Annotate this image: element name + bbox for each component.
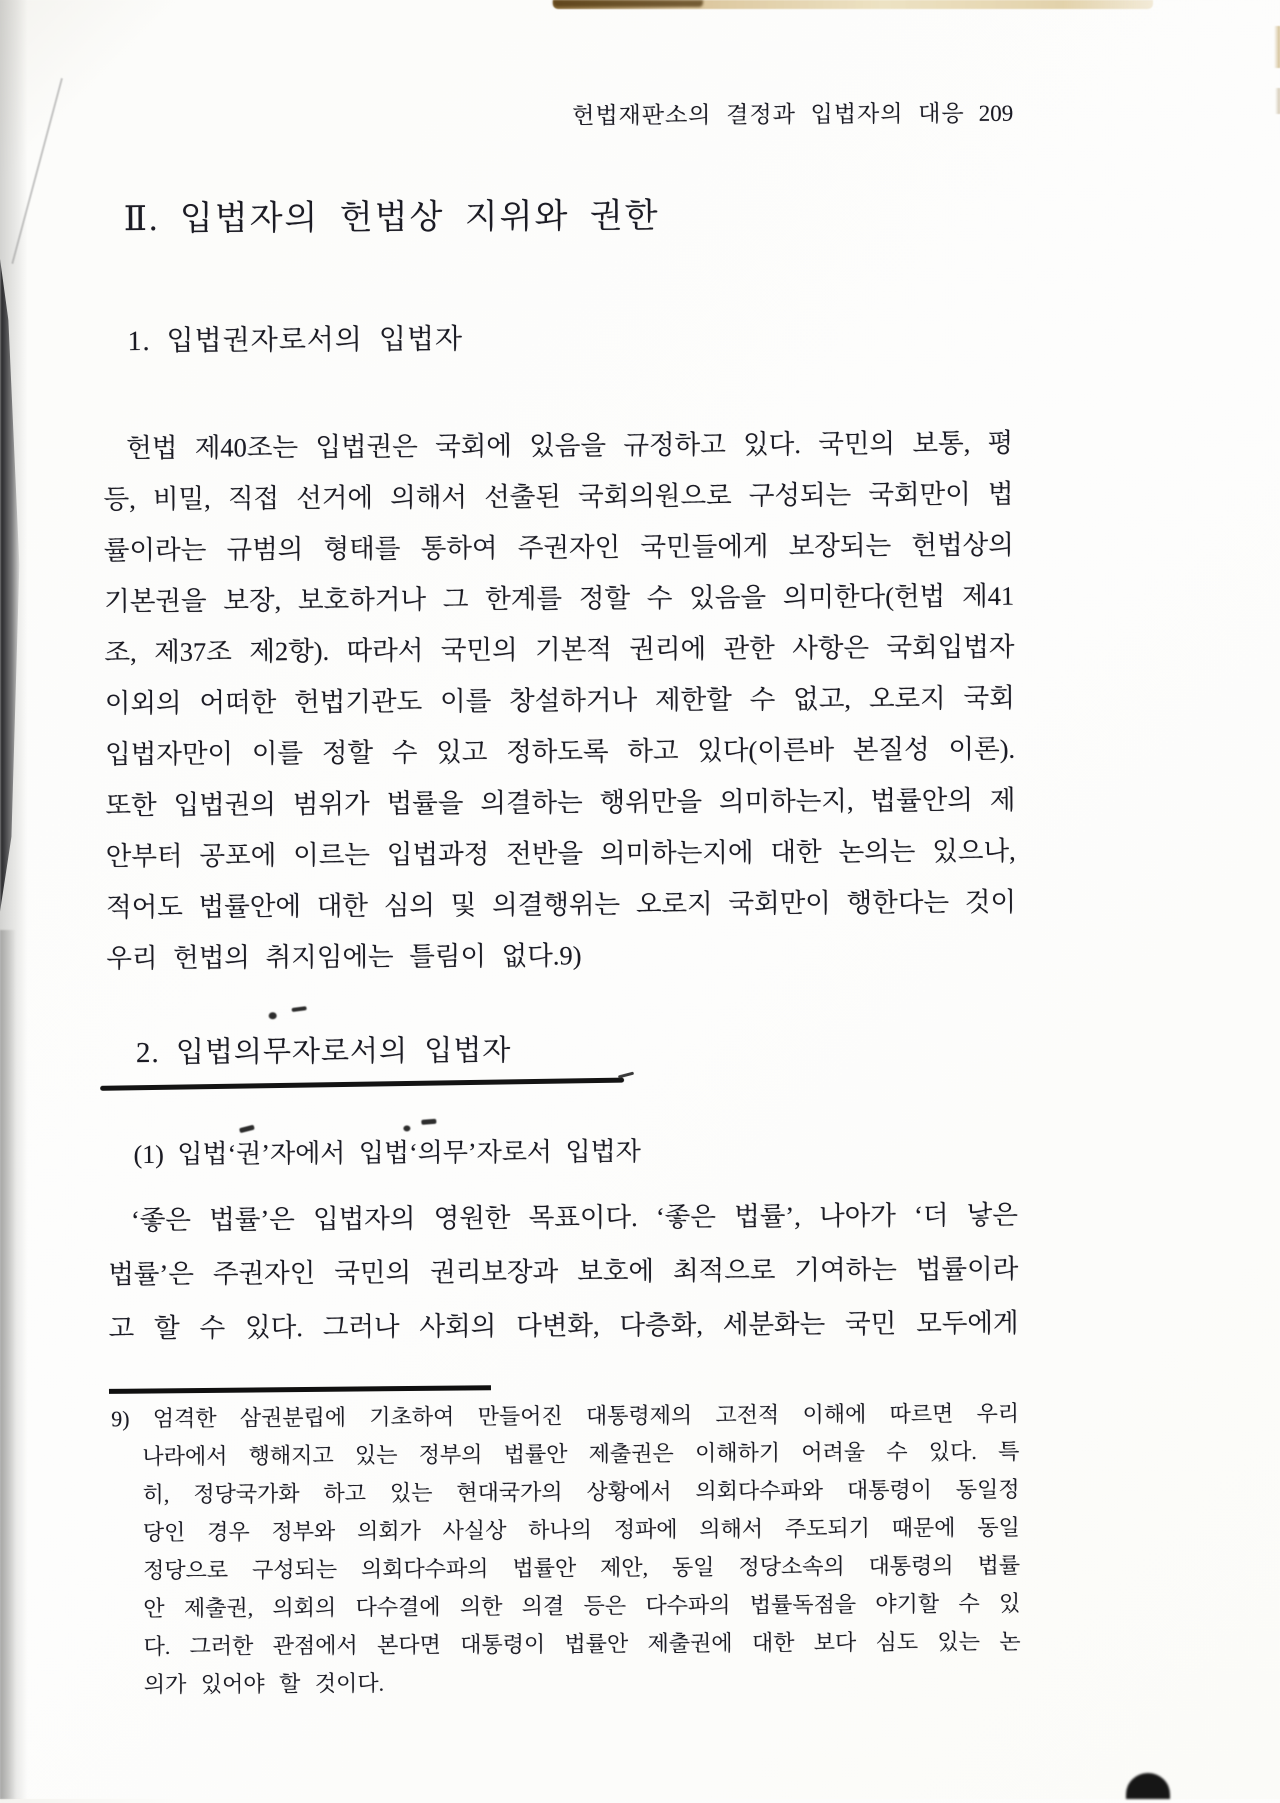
body-line: ‘좋은 법률’은 입법자의 영원한 목표이다. ‘좋은 법률’, 나아가 ‘더 낳은: [130, 1199, 1019, 1236]
subsection-2-1-heading: (1) 입법‘권’자에서 입법‘의무’자로서 입법자: [133, 1136, 641, 1170]
body-paragraph-1: [103, 418, 1016, 985]
subsection-2-heading: 2. 입법의무자로서의 입법자: [135, 1034, 512, 1070]
footnote-line: 다. 그러한 관점에서 본다면 대통령이 법률안 제출권에 대한 보다 심도 있는 논: [143, 1628, 1021, 1660]
pen-mark: [403, 1125, 410, 1131]
subsection-1-heading: 1. 입법권자로서의 입법자: [127, 324, 464, 358]
pen-underline: [100, 1078, 624, 1091]
body-line: 이외의 어떠한 헌법기관도 이를 창설하거나 제한할 수 없고, 오로지 국회: [104, 682, 1015, 719]
pen-mark: [239, 1125, 255, 1134]
body-line: 법률’은 주권자인 국민의 권리보장과 보호에 최적으로 기여하는 법률이라: [108, 1253, 1019, 1290]
body-line: 등, 비밀, 직접 선거에 의해서 선출된 국회의원으로 구성되는 국회만이 법: [103, 478, 1014, 515]
footnote-line: 의가 있어야 할 것이다.: [143, 1670, 385, 1698]
section-title: Ⅱ. 입법자의 헌법상 지위와 권한: [123, 197, 660, 239]
body-line: 우리 헌법의 취지임에는 틀림이 없다.9): [106, 940, 582, 974]
body-line: 조, 제37조 제2항). 따라서 국민의 기본적 권리에 관한 사항은 국회입법자: [104, 631, 1015, 668]
body-line: 안부터 공포에 이르는 입법과정 전반을 의미하는지에 대한 논의는 있으나,: [105, 835, 1016, 872]
pen-mark: [421, 1119, 436, 1125]
scan-artifact-right-edge: [1275, 88, 1280, 114]
body-line: 기본권을 보장, 보호하거나 그 한계를 정할 수 있음을 의미한다(헌법 제41: [104, 580, 1015, 617]
running-header: [101, 95, 1013, 134]
footnote-line: 히, 정당국가화 하고 있는 현대국가의 상황에서 의회다수파와 대통령이 동일정: [142, 1476, 1020, 1508]
page-number: 209: [978, 100, 1014, 126]
body-line: 률이라는 규범의 형태를 통하여 주권자인 국민들에게 보장되는 헌법상의: [103, 529, 1014, 566]
footnote-line: 당인 경우 정부와 의회가 사실상 하나의 정파에 의해서 주도되기 때문에 동일: [142, 1514, 1020, 1546]
footnote-line: 나라에서 행해지고 있는 정부의 법률안 제출권은 이해하기 어려울 수 있다. 특: [142, 1438, 1020, 1470]
footnote-line: 안 제출권, 의회의 다수결에 의한 의결 등은 다수파의 법률독점을 야기할 수 있: [143, 1590, 1021, 1622]
body-line: 적어도 법률안에 대한 심의 및 의결행위는 오로지 국회만이 행한다는 것이: [105, 886, 1017, 923]
footnote-separator: [109, 1385, 491, 1394]
running-header-title: 헌법재판소의 결정과 입법자의 대응: [572, 101, 965, 129]
body-line: 헌법 제40조는 입법권은 국회에 있음을 규정하고 있다. 국민의 보통, 평: [126, 427, 1014, 464]
pen-mark: [291, 1006, 306, 1012]
footnote-line: 9) 엄격한 삼권분립에 기초하여 만들어진 대통령제의 고전적 이해에 따르면 우리: [111, 1400, 1020, 1432]
body-line: 입법자만이 이를 정할 수 있고 정하도록 하고 있다(이른바 본질성 이론).: [105, 733, 1016, 770]
body-line: 또한 입법권의 범위가 법률을 의결하는 행위만을 의미하는지, 법률안의 제: [105, 784, 1016, 821]
body-line: 고 할 수 있다. 그러나 사회의 다변화, 다층화, 세분화는 국민 모두에게: [108, 1307, 1019, 1344]
footnote: [111, 1395, 1021, 1705]
pen-mark: [269, 1012, 277, 1019]
body-paragraph-2: [108, 1188, 1019, 1356]
footnote-line: 정당으로 구성되는 의회다수파의 법률안 제안, 동일 정당소속의 대통령의 법률: [143, 1552, 1021, 1584]
